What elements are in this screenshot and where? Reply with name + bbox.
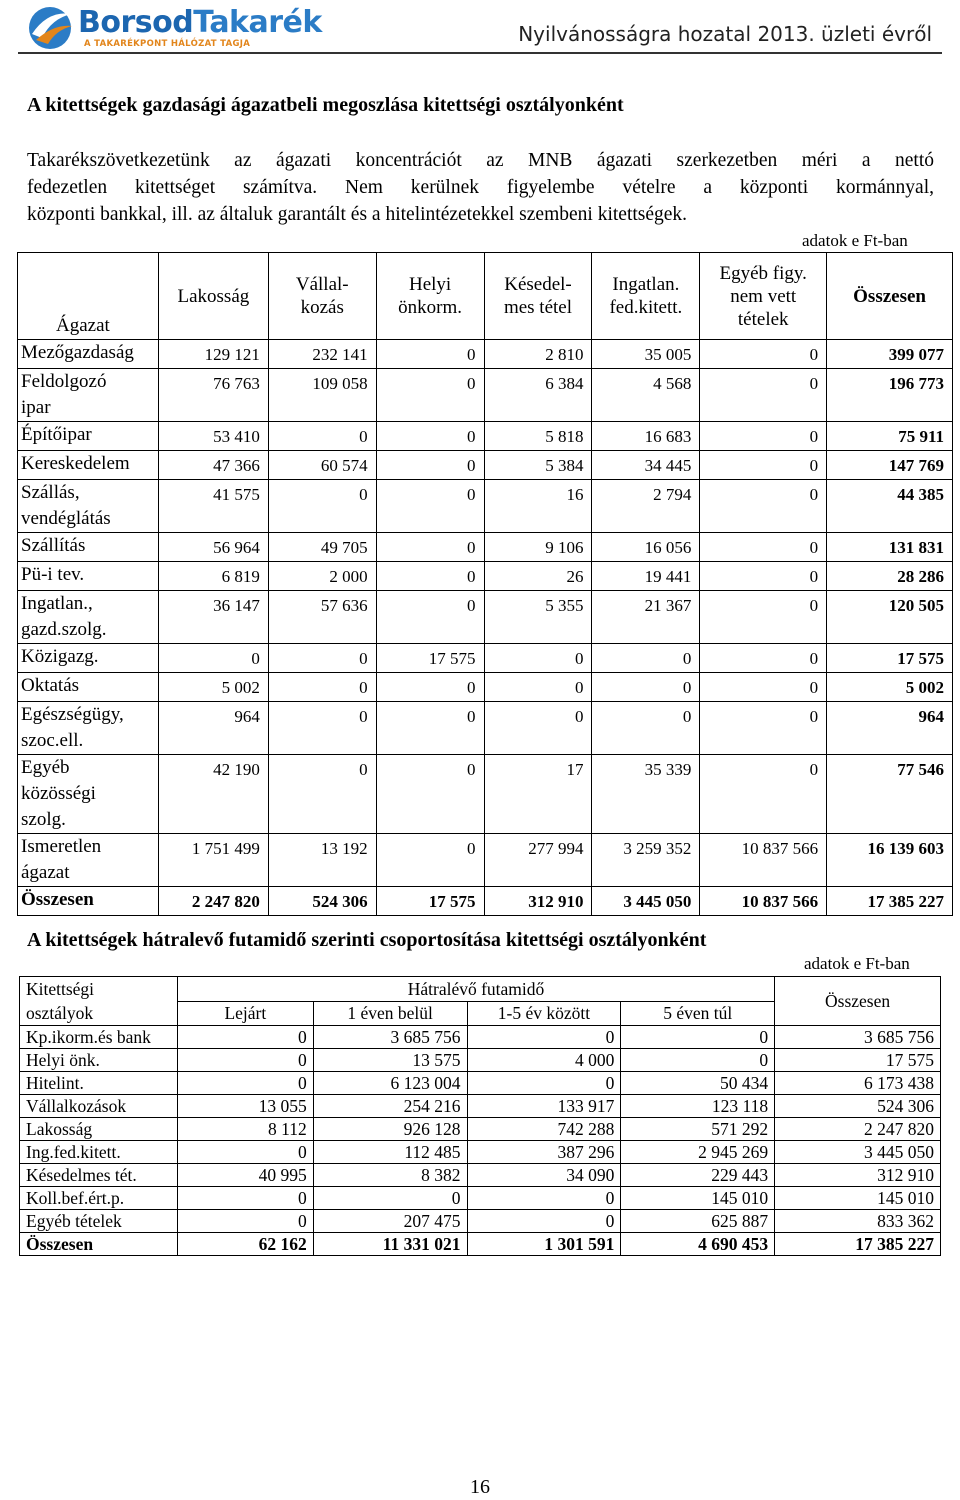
page-number: 16	[470, 1476, 490, 1498]
cell-value: 8 112	[177, 1118, 313, 1141]
table-row	[20, 1095, 941, 1118]
column-header: Lejárt	[177, 1001, 313, 1026]
cell-value: 0	[700, 340, 827, 369]
cell-value: 47 366	[158, 451, 268, 480]
sector-exposure-table	[17, 252, 953, 916]
header-divider	[18, 52, 942, 54]
cell-value: 0	[484, 673, 592, 702]
cell-value: 109 058	[268, 369, 376, 422]
cell-value: 0	[177, 1141, 313, 1164]
cell-value: 4 690 453	[621, 1233, 775, 1256]
cell-value: 145 010	[775, 1187, 941, 1210]
cell-value: 0	[376, 533, 484, 562]
column-group-header: Hátralévő futamidő	[177, 977, 774, 1002]
cell-value: 36 147	[158, 591, 268, 644]
column-header: 5 éven túl	[621, 1001, 775, 1026]
table-row	[20, 1164, 941, 1187]
logo-swoosh-icon	[26, 4, 76, 52]
cell-value: 13 192	[268, 834, 376, 887]
row-label: Ingatlan., gazd.szolg.	[18, 591, 159, 644]
cell-value: 3 445 050	[775, 1141, 941, 1164]
cell-value: 60 574	[268, 451, 376, 480]
table-row	[18, 451, 953, 480]
row-label: Feldolgozó ipar	[18, 369, 159, 422]
cell-value: 123 118	[621, 1095, 775, 1118]
cell-value: 2 810	[484, 340, 592, 369]
cell-value: 0	[376, 480, 484, 533]
cell-value: 34 445	[592, 451, 700, 480]
cell-value: 133 917	[467, 1095, 621, 1118]
cell-value: 625 887	[621, 1210, 775, 1233]
cell-value: 4 000	[467, 1049, 621, 1072]
logo-wordmark: BorsodTakarék	[78, 5, 322, 40]
cell-value: 0	[268, 702, 376, 755]
section2-heading: A kitettségek hátralevő futamidő szerinti csoportosítása kitettségi osztályonként	[27, 929, 707, 951]
row-label: Szállás, vendéglátás	[18, 480, 159, 533]
cell-value: 0	[467, 1026, 621, 1049]
section1-heading: A kitettségek gazdasági ágazatbeli megoszlása kitettségi osztályonként	[27, 94, 624, 116]
cell-value: 17 385 227	[827, 887, 953, 916]
cell-value: 277 994	[484, 834, 592, 887]
cell-value: 0	[177, 1049, 313, 1072]
cell-value: 229 443	[621, 1164, 775, 1187]
section1-paragraph	[27, 147, 934, 228]
cell-value: 0	[268, 644, 376, 673]
cell-value: 62 162	[177, 1233, 313, 1256]
cell-value: 5 002	[827, 673, 953, 702]
cell-value: 16 056	[592, 533, 700, 562]
cell-value: 312 910	[775, 1164, 941, 1187]
row-label: Összesen	[18, 887, 159, 916]
column-header: Egyéb figy. nem vett tételek	[700, 253, 827, 340]
table-row	[18, 369, 953, 422]
cell-value: 0	[700, 591, 827, 644]
cell-value: 17 385 227	[775, 1233, 941, 1256]
column-header: Ingatlan. fed.kitett.	[592, 253, 700, 340]
column-header-sector: Ágazat	[18, 253, 159, 340]
cell-value: 131 831	[827, 533, 953, 562]
table-row	[20, 1118, 941, 1141]
row-label: Szállítás	[18, 533, 159, 562]
document-title: Nyilvánosságra hozatal 2013. üzleti évről	[518, 22, 932, 46]
cell-value: 1 301 591	[467, 1233, 621, 1256]
cell-value: 0	[700, 673, 827, 702]
cell-value: 196 773	[827, 369, 953, 422]
cell-value: 312 910	[484, 887, 592, 916]
cell-value: 254 216	[313, 1095, 467, 1118]
cell-value: 10 837 566	[700, 834, 827, 887]
table-header-row	[20, 977, 941, 1002]
row-label: Építőipar	[18, 422, 159, 451]
cell-value: 77 546	[827, 755, 953, 834]
cell-value: 56 964	[158, 533, 268, 562]
table-row	[18, 673, 953, 702]
row-label: Kereskedelem	[18, 451, 159, 480]
cell-value: 0	[467, 1187, 621, 1210]
cell-value: 0	[484, 702, 592, 755]
row-label: Pü-i tev.	[18, 562, 159, 591]
cell-value: 0	[268, 755, 376, 834]
cell-value: 2 000	[268, 562, 376, 591]
cell-value: 0	[621, 1026, 775, 1049]
cell-value: 0	[177, 1026, 313, 1049]
table-row	[18, 340, 953, 369]
column-header: Helyi önkorm.	[376, 253, 484, 340]
cell-value: 0	[376, 369, 484, 422]
row-label: Egyéb közösségi szolg.	[18, 755, 159, 834]
cell-value: 6 819	[158, 562, 268, 591]
cell-value: 0	[700, 755, 827, 834]
cell-value: 41 575	[158, 480, 268, 533]
cell-value: 4 568	[592, 369, 700, 422]
cell-value: 19 441	[592, 562, 700, 591]
paragraph-line: központi bankkal, ill. az általuk garantált és a hitelintézetekkel szembeni kitettségek.	[27, 204, 688, 225]
table-row	[18, 533, 953, 562]
cell-value: 16 139 603	[827, 834, 953, 887]
cell-value: 147 769	[827, 451, 953, 480]
cell-value: 5 384	[484, 451, 592, 480]
row-label: Ing.fed.kitett.	[20, 1141, 178, 1164]
cell-value: 5 355	[484, 591, 592, 644]
cell-value: 0	[313, 1187, 467, 1210]
cell-value: 742 288	[467, 1118, 621, 1141]
cell-value: 28 286	[827, 562, 953, 591]
cell-value: 0	[376, 591, 484, 644]
cell-value: 35 005	[592, 340, 700, 369]
table-header-row	[18, 253, 953, 340]
cell-value: 399 077	[827, 340, 953, 369]
cell-value: 3 685 756	[775, 1026, 941, 1049]
cell-value: 17	[484, 755, 592, 834]
cell-value: 44 385	[827, 480, 953, 533]
cell-value: 17 575	[376, 644, 484, 673]
cell-value: 0	[700, 644, 827, 673]
row-label: Koll.bef.ért.p.	[20, 1187, 178, 1210]
cell-value: 17 575	[827, 644, 953, 673]
cell-value: 524 306	[775, 1095, 941, 1118]
cell-value: 0	[700, 533, 827, 562]
column-header-class	[20, 977, 178, 1026]
cell-value: 1 751 499	[158, 834, 268, 887]
row-label: Kp.ikorm.és bank	[20, 1026, 178, 1049]
cell-value: 0	[376, 702, 484, 755]
cell-value: 0	[592, 644, 700, 673]
cell-value: 13 055	[177, 1095, 313, 1118]
row-label: Hitelint.	[20, 1072, 178, 1095]
row-label: Mezőgazdaság	[18, 340, 159, 369]
table-row	[18, 591, 953, 644]
cell-value: 11 331 021	[313, 1233, 467, 1256]
cell-value: 16 683	[592, 422, 700, 451]
cell-value: 17 575	[775, 1049, 941, 1072]
table-row	[20, 1026, 941, 1049]
cell-value: 0	[376, 755, 484, 834]
table-row	[20, 1141, 941, 1164]
cell-value: 34 090	[467, 1164, 621, 1187]
cell-value: 0	[592, 702, 700, 755]
column-header-total: Összesen	[775, 977, 941, 1026]
unit-note: adatok e Ft-ban	[804, 954, 910, 973]
column-header: Lakosság	[158, 253, 268, 340]
column-header: Összesen	[827, 253, 953, 340]
column-header: 1-5 év között	[467, 1001, 621, 1026]
cell-value: 207 475	[313, 1210, 467, 1233]
cell-value: 0	[158, 644, 268, 673]
cell-value: 35 339	[592, 755, 700, 834]
cell-value: 17 575	[376, 887, 484, 916]
cell-value: 5 002	[158, 673, 268, 702]
row-label: Helyi önk.	[20, 1049, 178, 1072]
cell-value: 0	[700, 451, 827, 480]
table-row	[18, 480, 953, 533]
cell-value: 2 247 820	[775, 1118, 941, 1141]
cell-value: 49 705	[268, 533, 376, 562]
cell-value: 0	[484, 644, 592, 673]
cell-value: 42 190	[158, 755, 268, 834]
cell-value: 9 106	[484, 533, 592, 562]
cell-value: 0	[700, 562, 827, 591]
cell-value: 0	[376, 451, 484, 480]
table-row	[18, 834, 953, 887]
table-row	[20, 1049, 941, 1072]
paragraph-line: Takarékszövetkezetünk az ágazati koncentrációt az MNB ágazati szerkezetben méri a nettó	[27, 150, 934, 171]
cell-value: 0	[268, 673, 376, 702]
cell-value: 6 123 004	[313, 1072, 467, 1095]
logo-tagline: A TAKARÉKPONT HÁLÓZAT TAGJA	[84, 39, 251, 49]
cell-value: 0	[467, 1072, 621, 1095]
cell-value: 0	[268, 480, 376, 533]
row-label: Ismeretlen ágazat	[18, 834, 159, 887]
column-header: Vállal- kozás	[268, 253, 376, 340]
cell-value: 10 837 566	[700, 887, 827, 916]
table-row	[18, 422, 953, 451]
table-row	[18, 755, 953, 834]
cell-value: 964	[827, 702, 953, 755]
cell-value: 0	[376, 340, 484, 369]
cell-value: 0	[268, 422, 376, 451]
row-label: Vállalkozások	[20, 1095, 178, 1118]
cell-value: 53 410	[158, 422, 268, 451]
cell-value: 75 911	[827, 422, 953, 451]
paragraph-line: fedezetlen kitettséget számítva. Nem kerülnek figyelembe vételre a központi kormánnyal,	[27, 177, 934, 198]
column-header: 1 éven belül	[313, 1001, 467, 1026]
cell-value: 524 306	[268, 887, 376, 916]
cell-value: 387 296	[467, 1141, 621, 1164]
cell-value: 2 945 269	[621, 1141, 775, 1164]
cell-value: 0	[621, 1049, 775, 1072]
cell-value: 21 367	[592, 591, 700, 644]
cell-value: 0	[177, 1072, 313, 1095]
column-header: Késedel- mes tétel	[484, 253, 592, 340]
row-label: Késedelmes tét.	[20, 1164, 178, 1187]
cell-value: 120 505	[827, 591, 953, 644]
cell-value: 112 485	[313, 1141, 467, 1164]
cell-value: 0	[700, 369, 827, 422]
cell-value: 0	[177, 1210, 313, 1233]
cell-value: 2 794	[592, 480, 700, 533]
cell-value: 16	[484, 480, 592, 533]
cell-value: 50 434	[621, 1072, 775, 1095]
row-label: Összesen	[20, 1233, 178, 1256]
cell-value: 0	[376, 834, 484, 887]
cell-value: 3 685 756	[313, 1026, 467, 1049]
cell-value: 0	[700, 480, 827, 533]
cell-value: 129 121	[158, 340, 268, 369]
row-label: Oktatás	[18, 673, 159, 702]
company-logo	[26, 4, 322, 52]
cell-value: 8 382	[313, 1164, 467, 1187]
cell-value: 0	[700, 702, 827, 755]
cell-value: 3 259 352	[592, 834, 700, 887]
cell-value: 833 362	[775, 1210, 941, 1233]
header-line: osztályok	[26, 1003, 94, 1023]
cell-value: 76 763	[158, 369, 268, 422]
table-total-row	[18, 887, 953, 916]
header-line: Kitettségi	[26, 979, 95, 999]
cell-value: 0	[700, 422, 827, 451]
cell-value: 0	[376, 422, 484, 451]
table-total-row	[20, 1233, 941, 1256]
cell-value: 0	[376, 673, 484, 702]
unit-note: adatok e Ft-ban	[802, 231, 908, 250]
row-label: Egészségügy, szoc.ell.	[18, 702, 159, 755]
cell-value: 964	[158, 702, 268, 755]
table-row	[18, 644, 953, 673]
table-row	[20, 1072, 941, 1095]
cell-value: 145 010	[621, 1187, 775, 1210]
cell-value: 571 292	[621, 1118, 775, 1141]
cell-value: 40 995	[177, 1164, 313, 1187]
row-label: Lakosság	[20, 1118, 178, 1141]
cell-value: 5 818	[484, 422, 592, 451]
cell-value: 6 384	[484, 369, 592, 422]
cell-value: 2 247 820	[158, 887, 268, 916]
table-row	[20, 1187, 941, 1210]
cell-value: 0	[467, 1210, 621, 1233]
cell-value: 0	[177, 1187, 313, 1210]
cell-value: 232 141	[268, 340, 376, 369]
row-label: Közigazg.	[18, 644, 159, 673]
page-header	[0, 0, 960, 60]
table-row	[20, 1210, 941, 1233]
maturity-exposure-table	[19, 976, 941, 1256]
cell-value: 57 636	[268, 591, 376, 644]
row-label: Egyéb tételek	[20, 1210, 178, 1233]
table-row	[18, 562, 953, 591]
cell-value: 13 575	[313, 1049, 467, 1072]
cell-value: 26	[484, 562, 592, 591]
cell-value: 6 173 438	[775, 1072, 941, 1095]
cell-value: 0	[592, 673, 700, 702]
table-row	[18, 702, 953, 755]
cell-value: 926 128	[313, 1118, 467, 1141]
cell-value: 3 445 050	[592, 887, 700, 916]
cell-value: 0	[376, 562, 484, 591]
